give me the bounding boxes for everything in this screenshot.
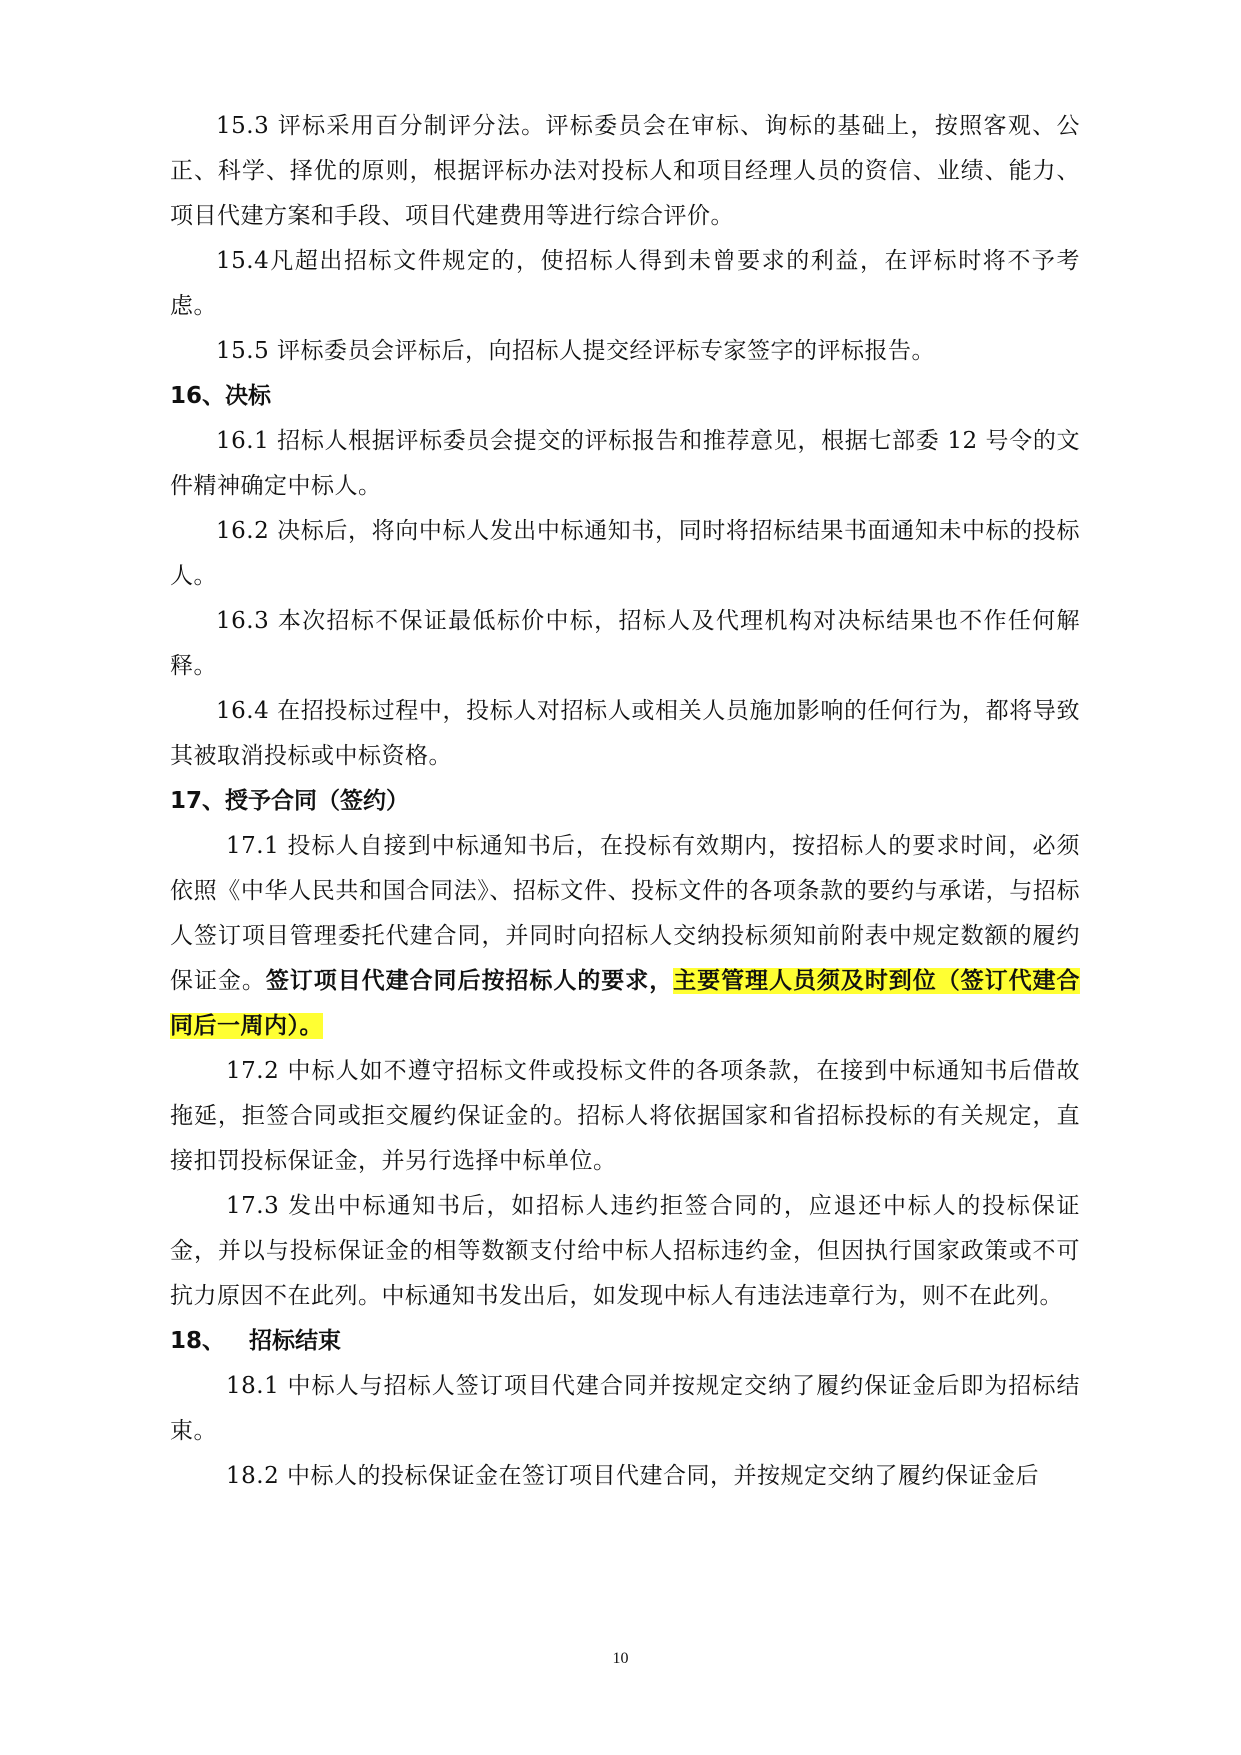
clause-15-3: 15.3 评标采用百分制评分法。评标委员会在审标、询标的基础上，按照客观、公正、科学、择优的原则，根据评标办法对投标人和项目经理人员的资信、业绩、能力、项目代建方案和手段、项目代建费用等进行综合评价。 xyxy=(170,113,1080,229)
clause-16-3: 16.3 本次招标不保证最低标价中标，招标人及代理机构对决标结果也不作任何解释。 xyxy=(170,608,1080,679)
clause-17-2: 17.2 中标人如不遵守招标文件或投标文件的各项条款，在接到中标通知书后借故拖延，拒签合同或拒交履约保证金的。招标人将依据国家和省招标投标的有关规定，直接扣罚投标保证金，并另行选择中标单位。 xyxy=(170,1058,1080,1174)
section-18-number: 18、 xyxy=(170,1328,226,1354)
clause-15-5: 15.5 评标委员会评标后，向招标人提交经评标专家签字的评标报告。 xyxy=(216,338,936,364)
clause-16-1: 16.1 招标人根据评标委员会提交的评标报告和推荐意见，根据七部委 12 号令的文件精神确定中标人。 xyxy=(170,428,1080,499)
clause-17-3: 17.3 发出中标通知书后，如招标人违约拒签合同的，应退还中标人的投标保证金，并以与投标保证金的相等数额支付给中标人招标违约金，但因执行国家政策或不可抗力原因不在此列。中标通知书发出后，如发现中标人有违法违章行为，则不在此列。 xyxy=(170,1193,1080,1309)
section-18-title: 招标结束 xyxy=(249,1328,342,1354)
clause-16-2: 16.2 决标后，将向中标人发出中标通知书，同时将招标结果书面通知未中标的投标人。 xyxy=(170,518,1080,589)
page-number: 10 xyxy=(612,1650,629,1667)
section-18-heading xyxy=(170,1319,1080,1364)
page-content xyxy=(170,104,1080,1499)
section-16-heading: 16、决标 xyxy=(170,383,272,409)
clause-17-1-text: 17.1 投标人自接到中标通知书后，在投标有效期内，按招标人的要求时间，必须依照《中华人民共和国合同法》、招标文件、投标文件的各项条款的要约与承诺，与招标人签订项目管理委托代建合同，并同时向招标人交纳投标须知前附表中规定数额的履约保证金。 xyxy=(170,833,1080,994)
clause-18-2: 18.2 中标人的投标保证金在签订项目代建合同，并按规定交纳了履约保证金后 xyxy=(226,1463,1040,1489)
clause-17-1-bold-text: 签订项目代建合同后按招标人的要求， xyxy=(265,968,674,994)
clause-16-4: 16.4 在招投标过程中，投标人对招标人或相关人员施加影响的任何行为，都将导致其被取消投标或中标资格。 xyxy=(170,698,1080,769)
clause-17-1 xyxy=(170,824,1080,1049)
clause-15-4: 15.4凡超出招标文件规定的，使招标人得到未曾要求的利益，在评标时将不予考虑。 xyxy=(170,248,1080,319)
clause-18-1: 18.1 中标人与招标人签订项目代建合同并按规定交纳了履约保证金后即为招标结束。 xyxy=(170,1373,1080,1444)
clause-17-1-highlighted-text: 主要管理人员须及时到位（签订代建合同后一周内）。 xyxy=(170,968,1081,1039)
section-17-heading: 17、授予合同（签约） xyxy=(170,788,410,814)
